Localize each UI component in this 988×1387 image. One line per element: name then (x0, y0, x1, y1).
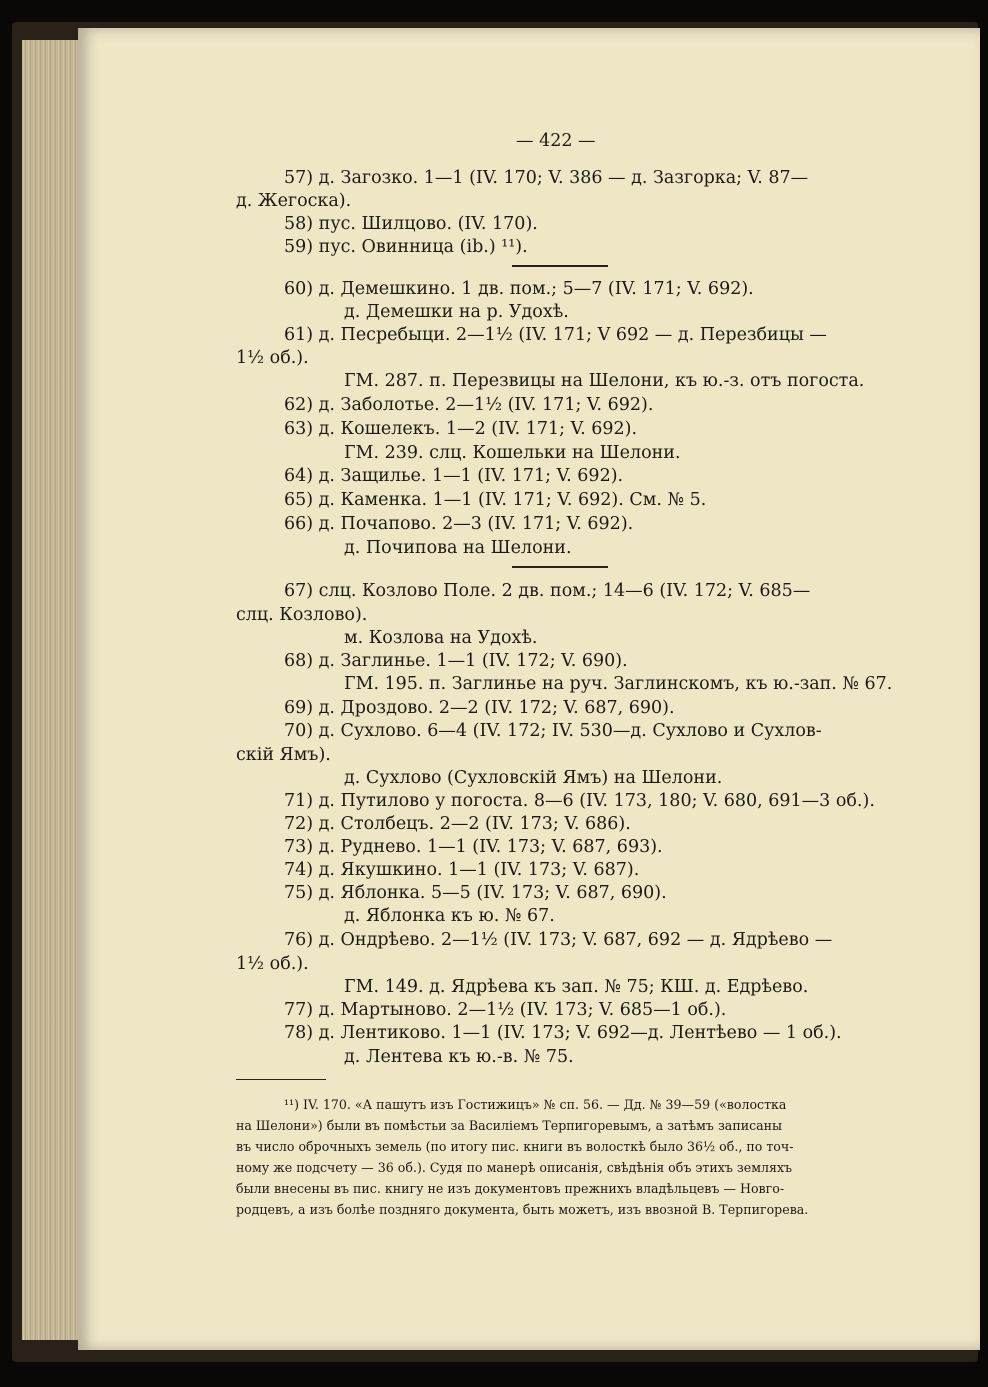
entry-61-line2: 1½ об.). (236, 348, 309, 368)
entry-74: 74) д. Якушкино. 1—1 (IV. 173; V. 687). (284, 860, 640, 880)
entry-57-line2: д. Жегоска). (236, 191, 352, 211)
entry-72: 72) д. Столбецъ. 2—2 (IV. 173; V. 686). (284, 814, 631, 834)
entry-59: 59) пус. Овинница (ib.) ¹¹). (284, 237, 528, 257)
entry-76-line3: ГМ. 149. д. Ядрѣева къ зап. № 75; КШ. д. Едрѣево. (344, 977, 809, 997)
footnote-line6: родцевъ, а изъ болѣе поздняго документа, быть можетъ, изъ ввозной В. Терпигорева. (236, 1202, 809, 1217)
entry-61-line1: 61) д. Песребыци. 2—1½ (IV. 171; V 692 — д. Перезбицы — (284, 325, 827, 345)
footnote-line5: были внесены въ пис. книгу не изъ документовъ прежнихъ владѣльцевъ — Новго- (236, 1181, 785, 1196)
entry-78-line1: 78) д. Лентиково. 1—1 (IV. 173; V. 692—д. Лентѣево — 1 об.). (284, 1023, 842, 1043)
entry-76-line2: 1½ об.). (236, 954, 309, 974)
separator-rule (512, 566, 608, 568)
entry-58: 58) пус. Шилцово. (IV. 170). (284, 214, 538, 234)
entry-63-line2: ГМ. 239. слц. Кошельки на Шелони. (344, 443, 681, 463)
entry-57-line1: 57) д. Загозко. 1—1 (IV. 170; V. 386 — д. Зазгорка; V. 87— (284, 168, 809, 188)
entry-71: 71) д. Путилово у погоста. 8—6 (IV. 173, 180; V. 680, 691—3 об.). (284, 791, 875, 811)
entry-70-line1: 70) д. Сухлово. 6—4 (IV. 172; IV. 530—д. Сухлово и Сухлов- (284, 721, 822, 741)
entry-70-line2: скій Ямъ). (236, 745, 331, 765)
entry-62: 62) д. Заболотье. 2—1½ (IV. 171; V. 692). (284, 395, 654, 415)
entry-68-line1: 68) д. Заглинье. 1—1 (IV. 172; V. 690). (284, 651, 628, 671)
entry-76-line1: 76) д. Ондрѣево. 2—1½ (IV. 173; V. 687, 692 — д. Ядрѣево — (284, 930, 833, 950)
footnote-line2: на Шелони») были въ помѣстьи за Василіемъ Терпигоревымъ, а затѣмъ записаны (236, 1118, 783, 1133)
entry-68-line2: ГМ. 195. п. Заглинье на руч. Заглинскомъ, къ ю.-зап. № 67. (344, 674, 893, 694)
entry-75-line1: 75) д. Яблонка. 5—5 (IV. 173; V. 687, 690). (284, 883, 667, 903)
entry-63-line1: 63) д. Кошелекъ. 1—2 (IV. 171; V. 692). (284, 419, 638, 439)
entry-65: 65) д. Каменка. 1—1 (IV. 171; V. 692). См. № 5. (284, 490, 707, 510)
entry-67-line3: м. Козлова на Удохѣ. (344, 628, 538, 648)
entry-60-line2: д. Демешки на р. Удохѣ. (344, 302, 569, 322)
entry-60-line1: 60) д. Демешкино. 1 дв. пом.; 5—7 (IV. 171; V. 692). (284, 279, 754, 299)
entry-66-line1: 66) д. Почапово. 2—3 (IV. 171; V. 692). (284, 514, 634, 534)
entry-64: 64) д. Защилье. 1—1 (IV. 171; V. 692). (284, 466, 624, 486)
separator-rule (512, 265, 608, 267)
footnote-line4: ному же подсчету — 36 об.). Судя по манерѣ описанія, свѣдѣнія объ этихъ земляхъ (236, 1160, 793, 1175)
footnote-rule (236, 1079, 326, 1080)
entry-73: 73) д. Руднево. 1—1 (IV. 173; V. 687, 693). (284, 837, 663, 857)
entry-75-line2: д. Яблонка къ ю. № 67. (344, 906, 555, 926)
entry-66-line2: д. Почипова на Шелони. (344, 538, 572, 558)
entry-70-line3: д. Сухлово (Сухловскій Ямъ) на Шелони. (344, 768, 723, 788)
entry-69: 69) д. Дроздово. 2—2 (IV. 172; V. 687, 690). (284, 698, 675, 718)
entry-61-line3: ГМ. 287. п. Перезвицы на Шелони, къ ю.-з. отъ погоста. (344, 371, 865, 391)
footnote-line3: въ число оброчныхъ земель (по итогу пис. книги въ волосткѣ было 36½ об., по точ- (236, 1139, 794, 1154)
footnote-line1: ¹¹) IV. 170. «А пашутъ изъ Гостижицъ» № сп. 56. — Дд. № 39—59 («волостка (284, 1097, 787, 1112)
entry-67-line1: 67) слц. Козлово Поле. 2 дв. пом.; 14—6 (IV. 172; V. 685— (284, 581, 811, 601)
page-number: — 422 — (516, 131, 596, 151)
entry-78-line2: д. Лентева къ ю.-в. № 75. (344, 1047, 574, 1067)
entry-77: 77) д. Мартыново. 2—1½ (IV. 173; V. 685—1 об.). (284, 1000, 727, 1020)
entry-67-line2: слц. Козлово). (236, 605, 368, 625)
